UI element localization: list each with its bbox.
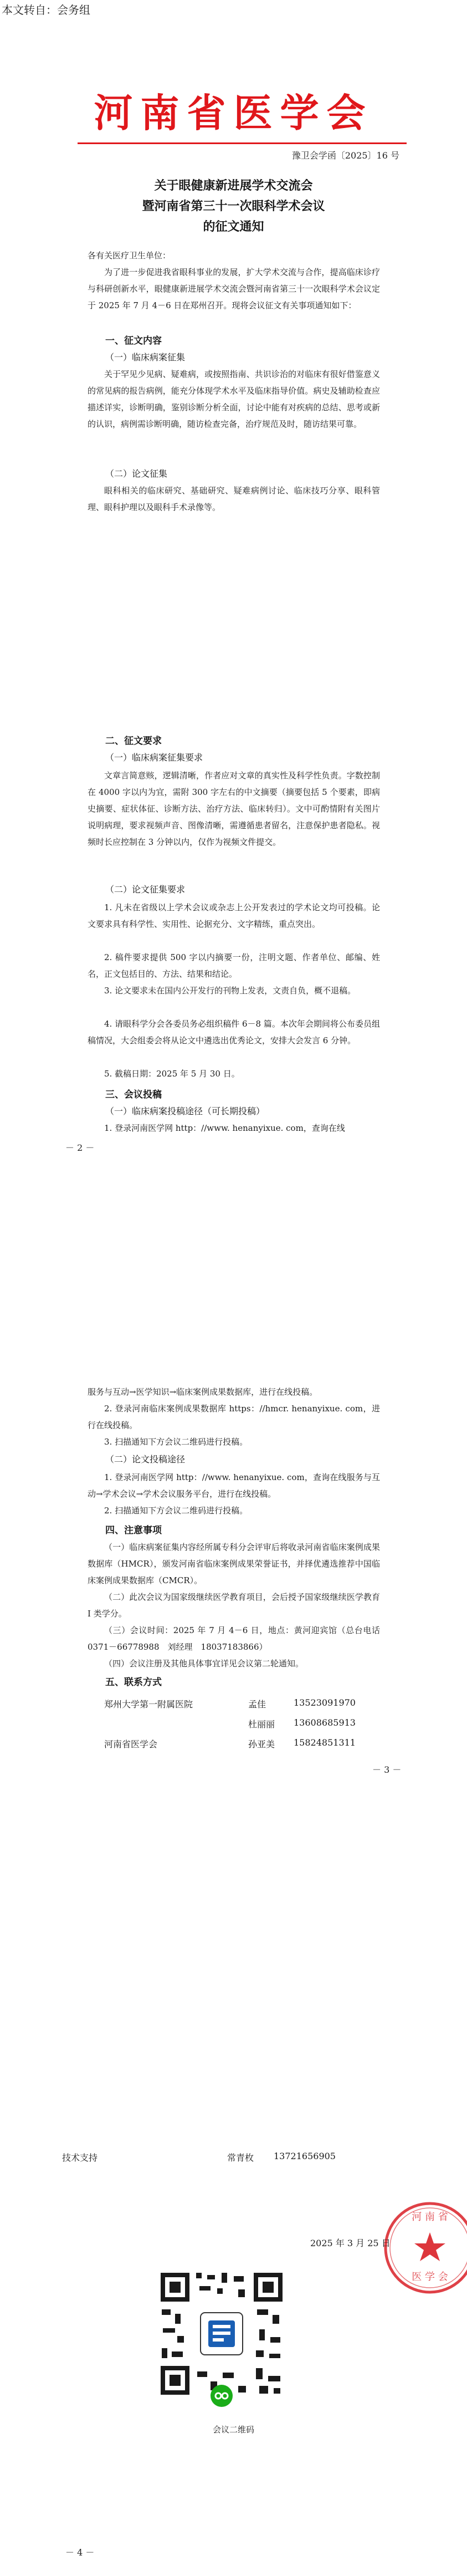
section-2-heading: 二、征文要求 <box>105 736 162 747</box>
section-3-heading: 三、会议投稿 <box>105 1089 162 1100</box>
title-line-3: 的征文通知 <box>203 220 264 234</box>
salutation: 各有关医疗卫生单位： <box>88 251 171 261</box>
section-4-item: （一）临床病案征集内容经所属专科分会评审后将收录河南省临床案例成果数据库（HMCR），颁发河南省临床案例成果荣誉证书，并择优遴选推荐中国临床案例成果数据库（CMCR）。 <box>88 1542 380 1585</box>
intro-paragraph: 为了进一步促进我省眼科事业的发展，扩大学术交流与合作，提高临床诊疗与科研创新水平，眼健康新进展学术交流会暨河南省第三十一次眼科学术会议定于 2025 年 7 月 4－6 日在郑州召开。现将会议征文有关事项通知如下： <box>88 267 380 310</box>
section-1-sub-2-heading: （二）论文征集 <box>105 468 168 479</box>
contact-phone: 13608685913 <box>294 1717 356 1728</box>
page-number: － 2 － <box>65 1142 95 1153</box>
section-1-heading: 一、征文内容 <box>105 335 162 346</box>
contact-phone: 13523091970 <box>294 1697 356 1708</box>
section-2-item: 5. 截稿日期：2025 年 5 月 30 日。 <box>104 1069 240 1079</box>
svg-text:医 学 会: 医 学 会 <box>412 2271 448 2283</box>
section-3-item: 1. 登录河南医学网 http：//www. henanyixue. com，查询在线服务与互动→学术会议→学术会议服务平台，进行在线投稿。 <box>88 1472 380 1499</box>
section-3-item: 1. 登录河南医学网 http：//www. henanyixue. com，查询在线 <box>104 1123 345 1133</box>
header-divider <box>78 142 407 144</box>
section-3-item-cont: 服务与互动→医学知识→临床案例成果数据库，进行在线投稿。 <box>88 1387 318 1397</box>
section-2-item: 1. 凡未在省级以上学术会议或杂志上公开发表过的学术论文均可投稿。论文要求具有科学性、实用性、论据充分、文字精练，重点突出。 <box>88 902 380 929</box>
title-line-1: 关于眼健康新进展学术交流会 <box>154 178 313 193</box>
contact-name: 孙亚美 <box>248 1739 275 1749</box>
contact-name: 杜丽丽 <box>248 1719 275 1730</box>
section-3-sub-2-heading: （二）论文投稿途径 <box>105 1454 186 1465</box>
section-2-sub-2-heading: （二）论文征集要求 <box>105 884 186 895</box>
section-4-item: （四）会议注册及其他具体事宜详见会议第二轮通知。 <box>104 1659 304 1669</box>
section-4-heading: 四、注意事项 <box>105 1525 162 1536</box>
contact-name: 常青枚 <box>227 2152 254 2163</box>
page-number: － 3 － <box>372 1764 402 1775</box>
qr-code-image[interactable] <box>155 2267 288 2400</box>
section-5-heading: 五、联系方式 <box>105 1677 162 1688</box>
section-3-item: 3. 扫描通知下方会议二维码进行投稿。 <box>104 1437 248 1447</box>
section-3-item: 2. 登录河南临床案例成果数据库 https：//hmcr. henanyixue. com，进行在线投稿。 <box>88 1404 380 1430</box>
title-line-2: 暨河南省第三十一次眼科学术会议 <box>142 199 325 213</box>
section-1-sub-2-text: 眼科相关的临床研究、基础研究、疑难病例讨论、临床技巧分享、眼科管理、眼科护理以及眼科手术录像等。 <box>88 486 380 512</box>
repost-note: 本文转自：会务组 <box>2 3 90 17</box>
wechat-mini-program-icon <box>209 2384 234 2408</box>
section-4-item: （三）会议时间：2025 年 7 月 4－6 日，地点：黄河迎宾馆（总台电话 0371－66778988 刘经理 18037183866） <box>88 1625 389 1652</box>
contact-phone: 15824851311 <box>294 1737 356 1748</box>
section-1-sub-1-text: 关于罕见少见病、疑难病，或按照指南、共识诊治的对临床有很好借鉴意义的常见病的报告病例，能充分体现学术水平及临床指导价值。病史及辅助检查应描述详实，诊断明确，鉴别诊断分析全面，讨论中能有对疾病的总结、思考或新的认识，病例需诊断明确，随访检查完备，治疗规范及时，随访结果可靠。 <box>88 369 380 429</box>
contact-org: 郑州大学第一附属医院 <box>104 1699 193 1710</box>
section-3-item: 2. 扫描通知下方会议二维码进行投稿。 <box>104 1506 248 1516</box>
official-stamp <box>380 2198 467 2298</box>
contact-name: 孟佳 <box>248 1699 266 1710</box>
signature-date: 2025 年 3 月 25 日 <box>310 2238 391 2248</box>
section-2-sub-1-text: 文章言简意赅，逻辑清晰，作者应对文章的真实性及科学性负责。字数控制在 4000 字以内为宜，需附 300 字左右的中文摘要（摘要包括 5 个要素，即病史摘要、症状体征、诊断方法、治疗方法、临床转归）。文中可酌情附有关图片说明病理，要求视频声音、图像清晰，需遵循患者留名，注意保护患者隐私。视频时长应控制在 3 分钟以内，仅作为视频文件提交。 <box>88 771 380 847</box>
contact-phone: 13721656905 <box>274 2151 336 2161</box>
section-2-item: 4. 请眼科学分会各委员务必组织稿件 6－8 篇。本次年会期间将公布委员组稿情况，大会组委会将从论文中遴选出优秀论文，安排大会发言 6 分钟。 <box>88 1019 380 1045</box>
section-2-sub-1-heading: （一）临床病案征集要求 <box>105 752 203 763</box>
section-2-item: 2. 稿件要求提供 500 字以内摘要一份，注明文题、作者单位、邮编、姓名，正文包括目的、方法、结果和结论。 <box>88 952 380 979</box>
section-1-sub-1-heading: （一）临床病案征集 <box>105 352 186 363</box>
section-2-item: 3. 论文要求未在国内公开发行的刊物上发表，文责自负，概不退稿。 <box>104 986 356 996</box>
qr-caption: 会议二维码 <box>212 2425 254 2435</box>
contact-org: 技术支持 <box>62 2152 98 2163</box>
doc-number: 豫卫会学函〔2025〕16 号 <box>291 150 399 161</box>
section-4-item: （二）此次会议为国家级继续医学教育项目，会后授予国家级继续医学教育 I 类学分。 <box>88 1592 380 1619</box>
svg-text:河 南 省: 河 南 省 <box>412 2211 448 2223</box>
contact-org: 河南省医学会 <box>104 1739 158 1749</box>
page-number: － 4 － <box>65 2547 95 2558</box>
section-3-sub-1-heading: （一）临床病案投稿途径（可长期投稿） <box>105 1106 265 1116</box>
org-title: 河南省医学会 <box>94 90 373 136</box>
